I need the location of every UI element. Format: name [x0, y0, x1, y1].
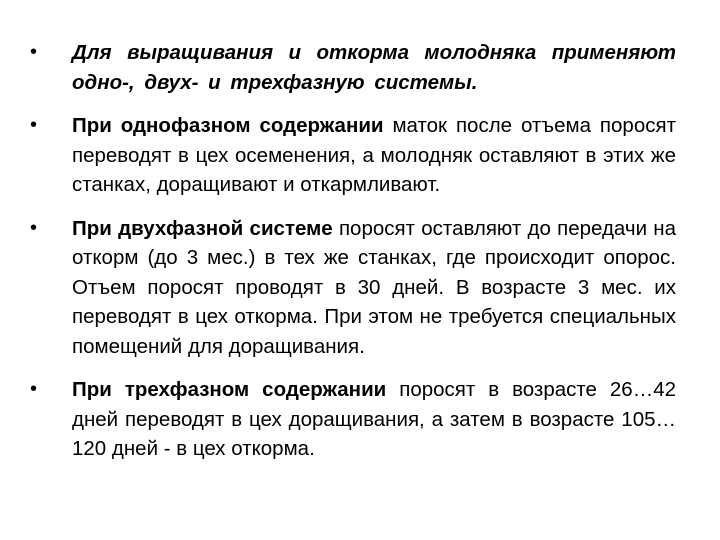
bullet-text: поросят в возрасте 26…42 дней переводят в цех доращивания, а затем в возрасте 105…120 дней - в цех откорма.	[72, 378, 676, 460]
bullet-lead: При трехфазном содержании	[72, 378, 387, 401]
bullet-lead: При однофазном содержании	[72, 114, 384, 137]
bullet-list	[30, 38, 676, 478]
bullet-marker: •	[30, 114, 38, 136]
bullet-lead: При двухфазной системе	[72, 216, 333, 240]
bullet-text: поросят оставляют до передачи на откорм (до 3 мес.) в тех же станках, где происходит опорос. Отъем поросят проводят в 30 дней. В возрасте 3 мес. их переводят в цех откорма. При этом не требуется специальных помещений для доращивания.	[72, 216, 676, 358]
bullet-item-single-phase	[30, 111, 676, 200]
bullet-text: маток после отъема поросят переводят в цех осеменения, а молодняк оставляют в этих же станках, доращивают и откармливают.	[72, 114, 676, 196]
bullet-marker: •	[30, 41, 38, 63]
bullet-text: Для выращивания и откорма молодняка применяют одно-, двух- и трехфазную системы.	[72, 41, 676, 94]
bullet-marker: •	[30, 378, 38, 400]
bullet-item-two-phase	[30, 214, 676, 362]
bullet-item-systems	[30, 38, 676, 97]
bullet-marker: •	[30, 216, 38, 239]
bullet-item-three-phase	[30, 375, 676, 464]
